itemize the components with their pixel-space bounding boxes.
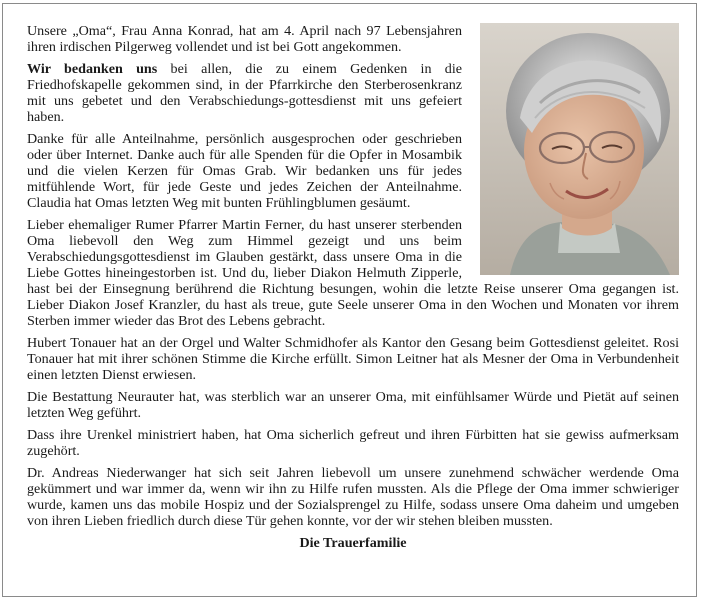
paragraph-clergy: Lieber ehemaliger Rumer Pfarrer Martin Ferner, du hast unserer sterbenden Oma liebevoll den Weg zum Himmel gezeigt und uns beim Verabschiedungsgottesdienst im Glauben gestärkt, dass unsere Oma in die Liebe Gottes hineingestorben ist. Und du, lieber Diakon Helmuth Zipperle, hast bei der Einsegnung berührend die Richtung besungen, wohin die letzte Reise unserer Oma gegangen ist. Lieber Diakon Josef Kranzler, du hast als treue, gute Seele unserer Oma in den Wochen und Monaten vor ihrem Sterben immer wieder das Brot des Lebens gebracht. [27, 217, 679, 329]
portrait-photo [480, 23, 679, 275]
obituary-text [27, 23, 679, 551]
paragraph-funeral-home: Die Bestattung Neurauter hat, was sterblich war an unserer Oma, mit einfühlsamer Würde und Pietät auf seinen letzten Weg geführt. [27, 389, 679, 421]
paragraph-care: Dr. Andreas Niederwanger hat sich seit Jahren liebevoll um unsere zunehmend schwächer werdende Oma gekümmert und war immer da, wenn wir ihn zu Hilfe rufen mussten. Als die Pflege der Oma immer schwieriger wurde, kamen uns das mobile Hospiz und der Sozialsprengel zu Hilfe, sodass unsere Oma daheim und umgeben von ihren Lieben friedlich durch diese Tür gehen konnte, vor der wir stehen bleiben mussten. [27, 465, 679, 529]
obituary-card [2, 3, 697, 597]
thanks-text: bei allen, die zu einem Gedenken in die Friedhofskapelle gekommen sind, in der Pfarrkirche den Sterberosenkranz mit uns gebetet und den Verabschiedungs-gottesdienst mit uns gefeiert haben. [27, 61, 463, 125]
paragraph-announcement: Unsere „Oma“, Frau Anna Konrad, hat am 4. April nach 97 Lebensjahren ihren irdischen Pilgerweg vollendet und ist bei Gott angekommen. [27, 23, 462, 55]
signature: Die Trauerfamilie [299, 535, 407, 551]
portrait-elderly-woman-icon [480, 23, 679, 275]
thanks-heading: Wir bedanken uns [27, 61, 158, 77]
paragraph-great-grandchildren: Dass ihre Urenkel ministriert haben, hat Oma sicherlich gefreut und ihren Fürbitten hat sie gewiss aufmerksam zugehört. [27, 427, 679, 459]
paragraph-music: Hubert Tonauer hat an der Orgel und Walter Schmidhofer als Kantor den Gesang beim Gottesdienst geleitet. Rosi Tonauer hat mit ihrer schönen Stimme die Kirche erfüllt. Simon Leitner hat als Mesner der Oma in Verbundenheit einen letzten Dienst erwiesen. [27, 335, 679, 383]
paragraph-sympathy: Danke für alle Anteilnahme, persönlich ausgesprochen oder geschrieben oder über Internet. Danke auch für alle Spenden für die Opfer in Mosambik und die vielen Kerzen für Omas Grab. Wir bedanken uns für jedes mitfühlende Wort, für jede Geste und jedes Zeichen der Anteilnahme. Claudia hat Omas letzten Weg mit bunten Frühlingblumen gesäumt. [27, 131, 462, 211]
